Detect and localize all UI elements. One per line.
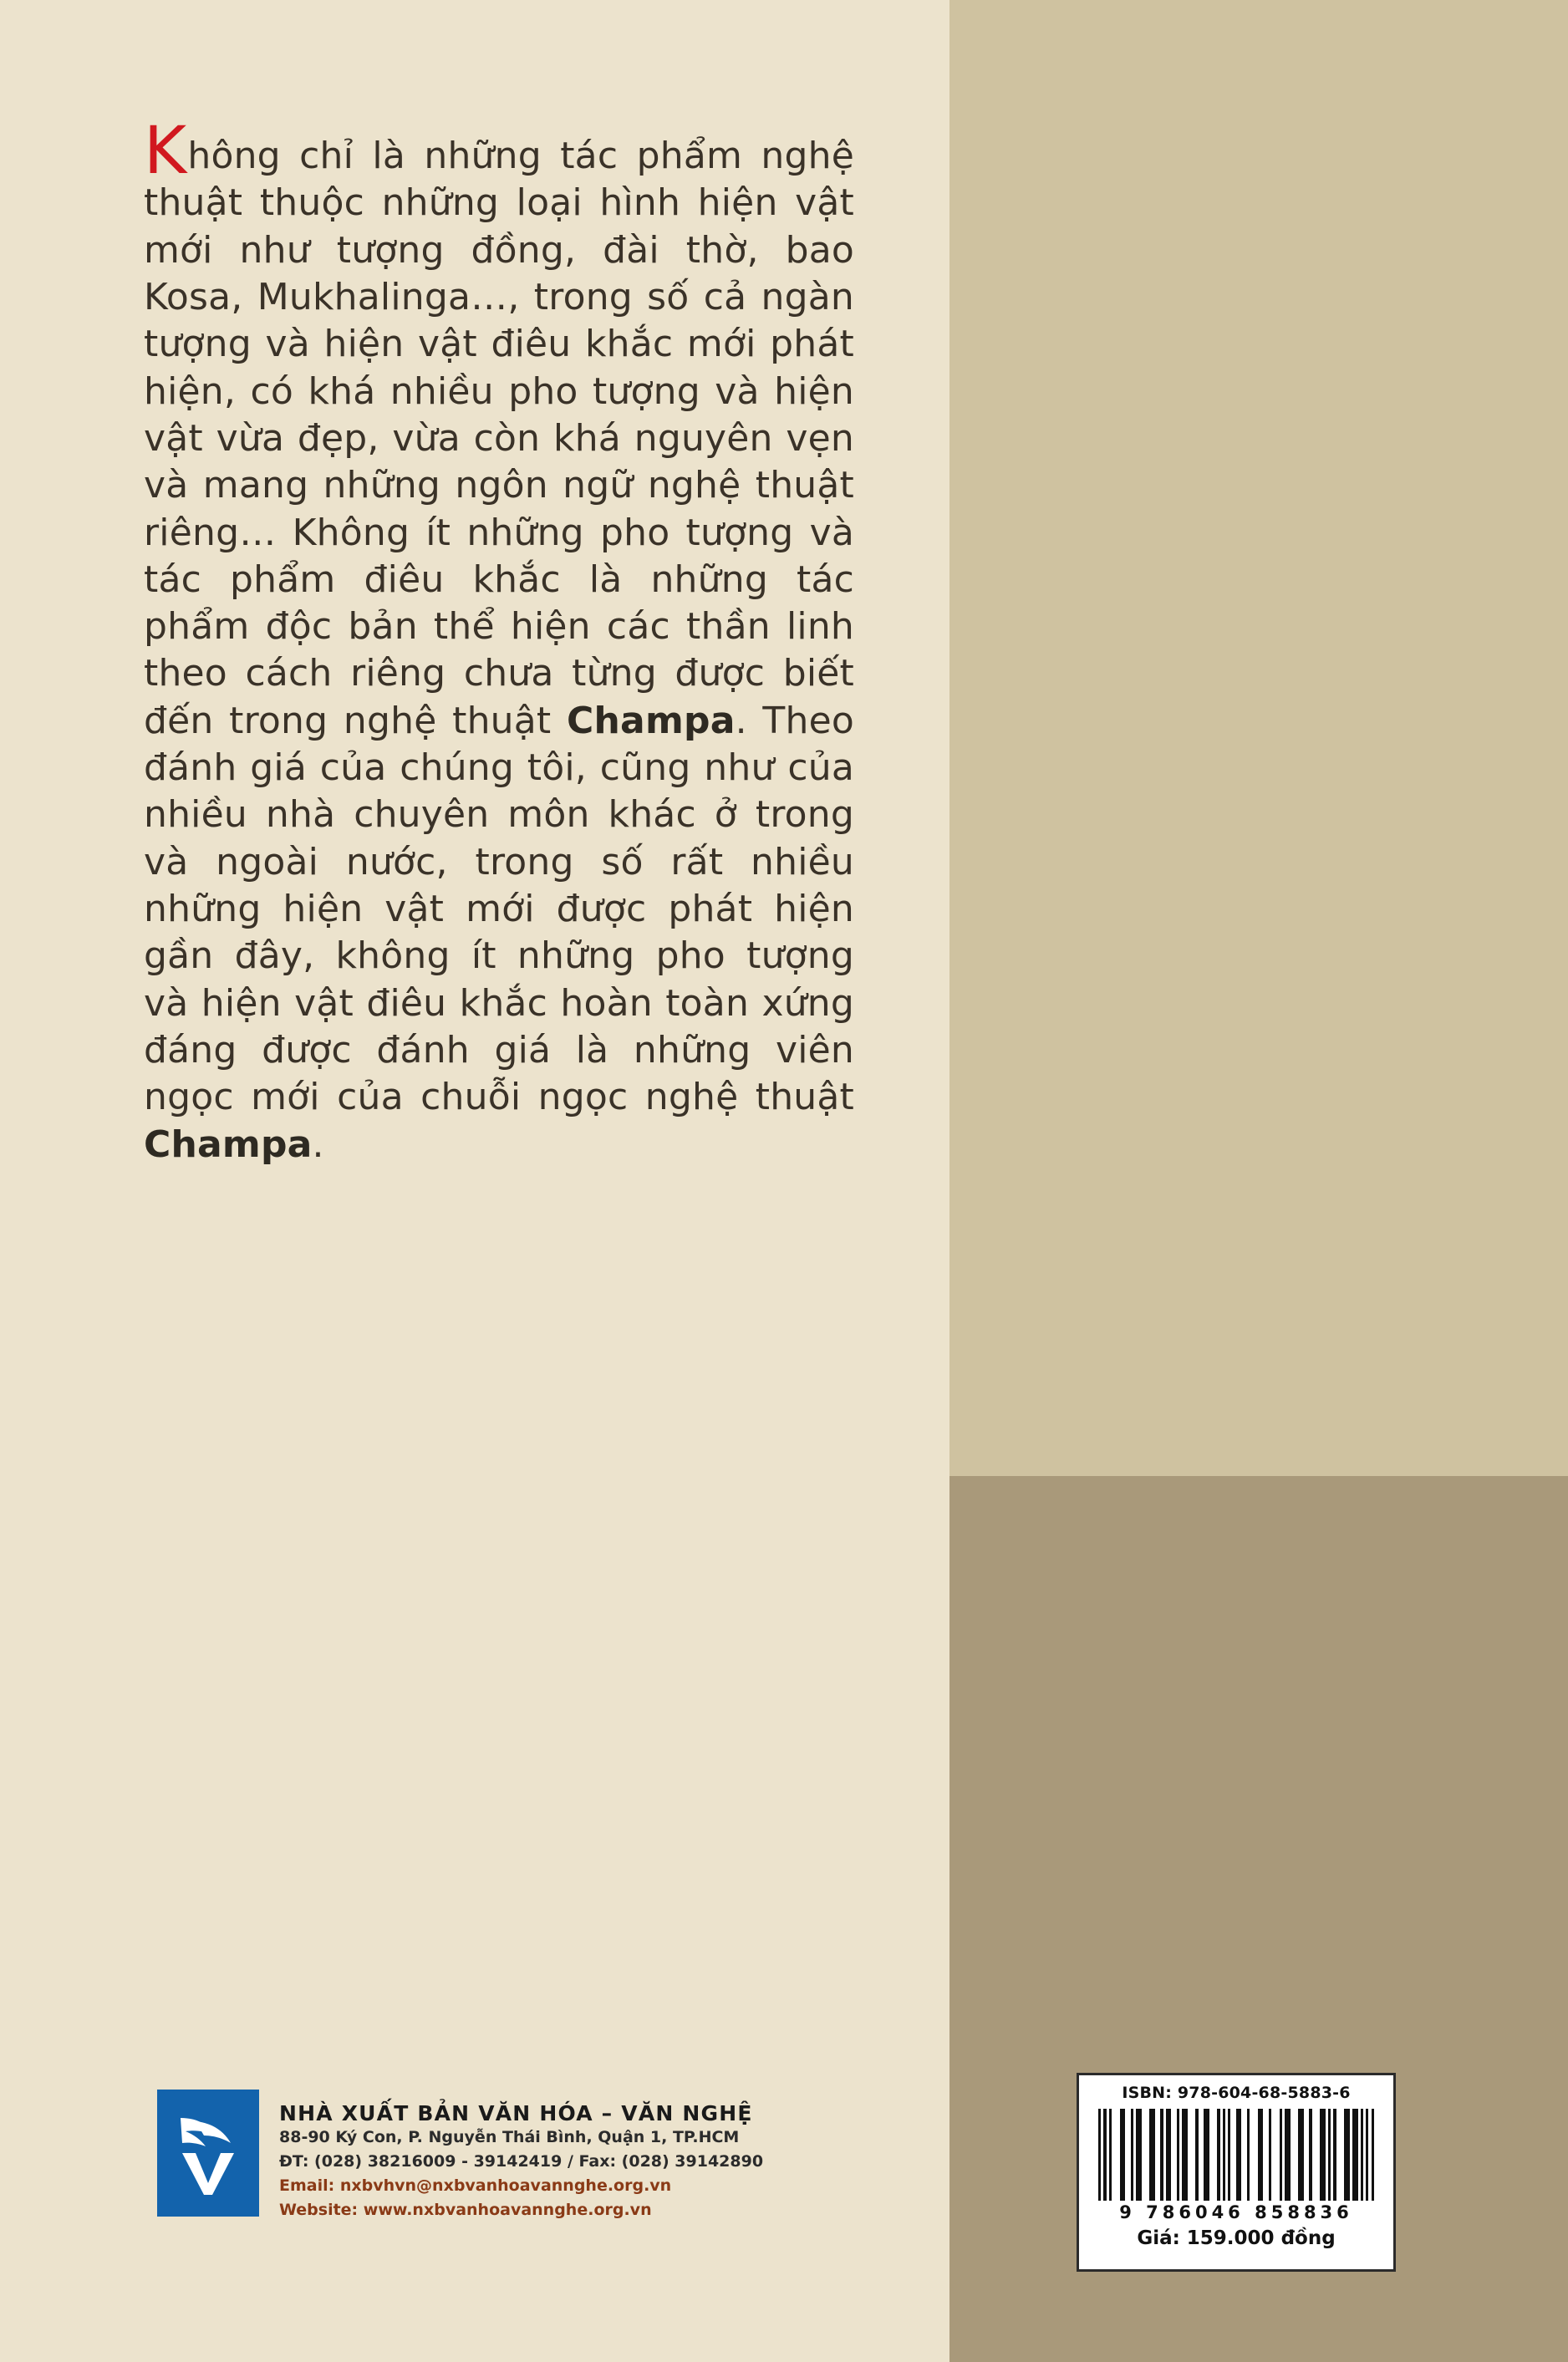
publisher-email: Email: nxbvhvn@nxbvanhoavannghe.org.vn <box>279 2176 672 2195</box>
isbn-barcode-box <box>1077 2073 1396 2272</box>
publisher-info <box>279 2090 763 2222</box>
publisher-phone: ĐT: (028) 38216009 - 39142419 / Fax: (028) 39142890 <box>279 2151 764 2171</box>
barcode-digits: 9 786046 858836 <box>1119 2202 1353 2222</box>
barcode-graphic <box>1098 2109 1374 2201</box>
publisher-block <box>157 2090 763 2222</box>
blurb-text-part-1: hông chỉ là những tác phẩm nghệ thuật thuộc những loại hình hiện vật mới như tượng đồng, đài thờ, bao Kosa, Mukhalinga…, trong số cả ngàn tượng và hiện vật điêu khắc mới phát hiện, có khá nhiều pho tượng và hiện vật vừa đẹp, vừa còn khá nguyên vẹn và mang những ngôn ngữ nghệ thuật riêng… Không ít những pho tượng và tác phẩm điêu khắc là những tác phẩm độc bản thể hiện các thần linh theo cách riêng chưa từng được biết đến trong nghệ thuật <box>144 135 854 742</box>
publisher-website: Website: www.nxbvanhoavannghe.org.vn <box>279 2200 652 2219</box>
back-cover-blurb <box>144 114 854 1168</box>
blurb-bold-champa-2: Champa <box>144 1122 313 1166</box>
background-panel-right-top <box>949 0 1568 1476</box>
publisher-logo-icon <box>157 2090 259 2217</box>
publisher-address: 88-90 Ký Con, P. Nguyễn Thái Bình, Quận 1, TP.HCM <box>279 2128 740 2146</box>
blurb-dropcap: K <box>144 114 187 189</box>
isbn-label: ISBN: 978-604-68-5883-6 <box>1122 2084 1351 2102</box>
publisher-name: NHÀ XUẤT BẢN VĂN HÓA – VĂN NGHỆ <box>279 2101 753 2125</box>
blurb-text-part-2: . Theo đánh giá của chúng tôi, cũng như của nhiều nhà chuyên môn khác ở trong và ngoài nước, trong số rất nhiều những hiện vật mới được phát hiện gần đây, không ít những pho tượng và hiện vật điêu khắc hoàn toàn xứng đáng được đánh giá là những viên ngọc mới của chuỗi ngọc nghệ thuật <box>144 699 854 1119</box>
blurb-bold-champa-1: Champa <box>567 699 736 742</box>
price-label: Giá: 159.000 đồng <box>1137 2227 1336 2249</box>
blurb-text-part-3: . <box>312 1122 324 1166</box>
